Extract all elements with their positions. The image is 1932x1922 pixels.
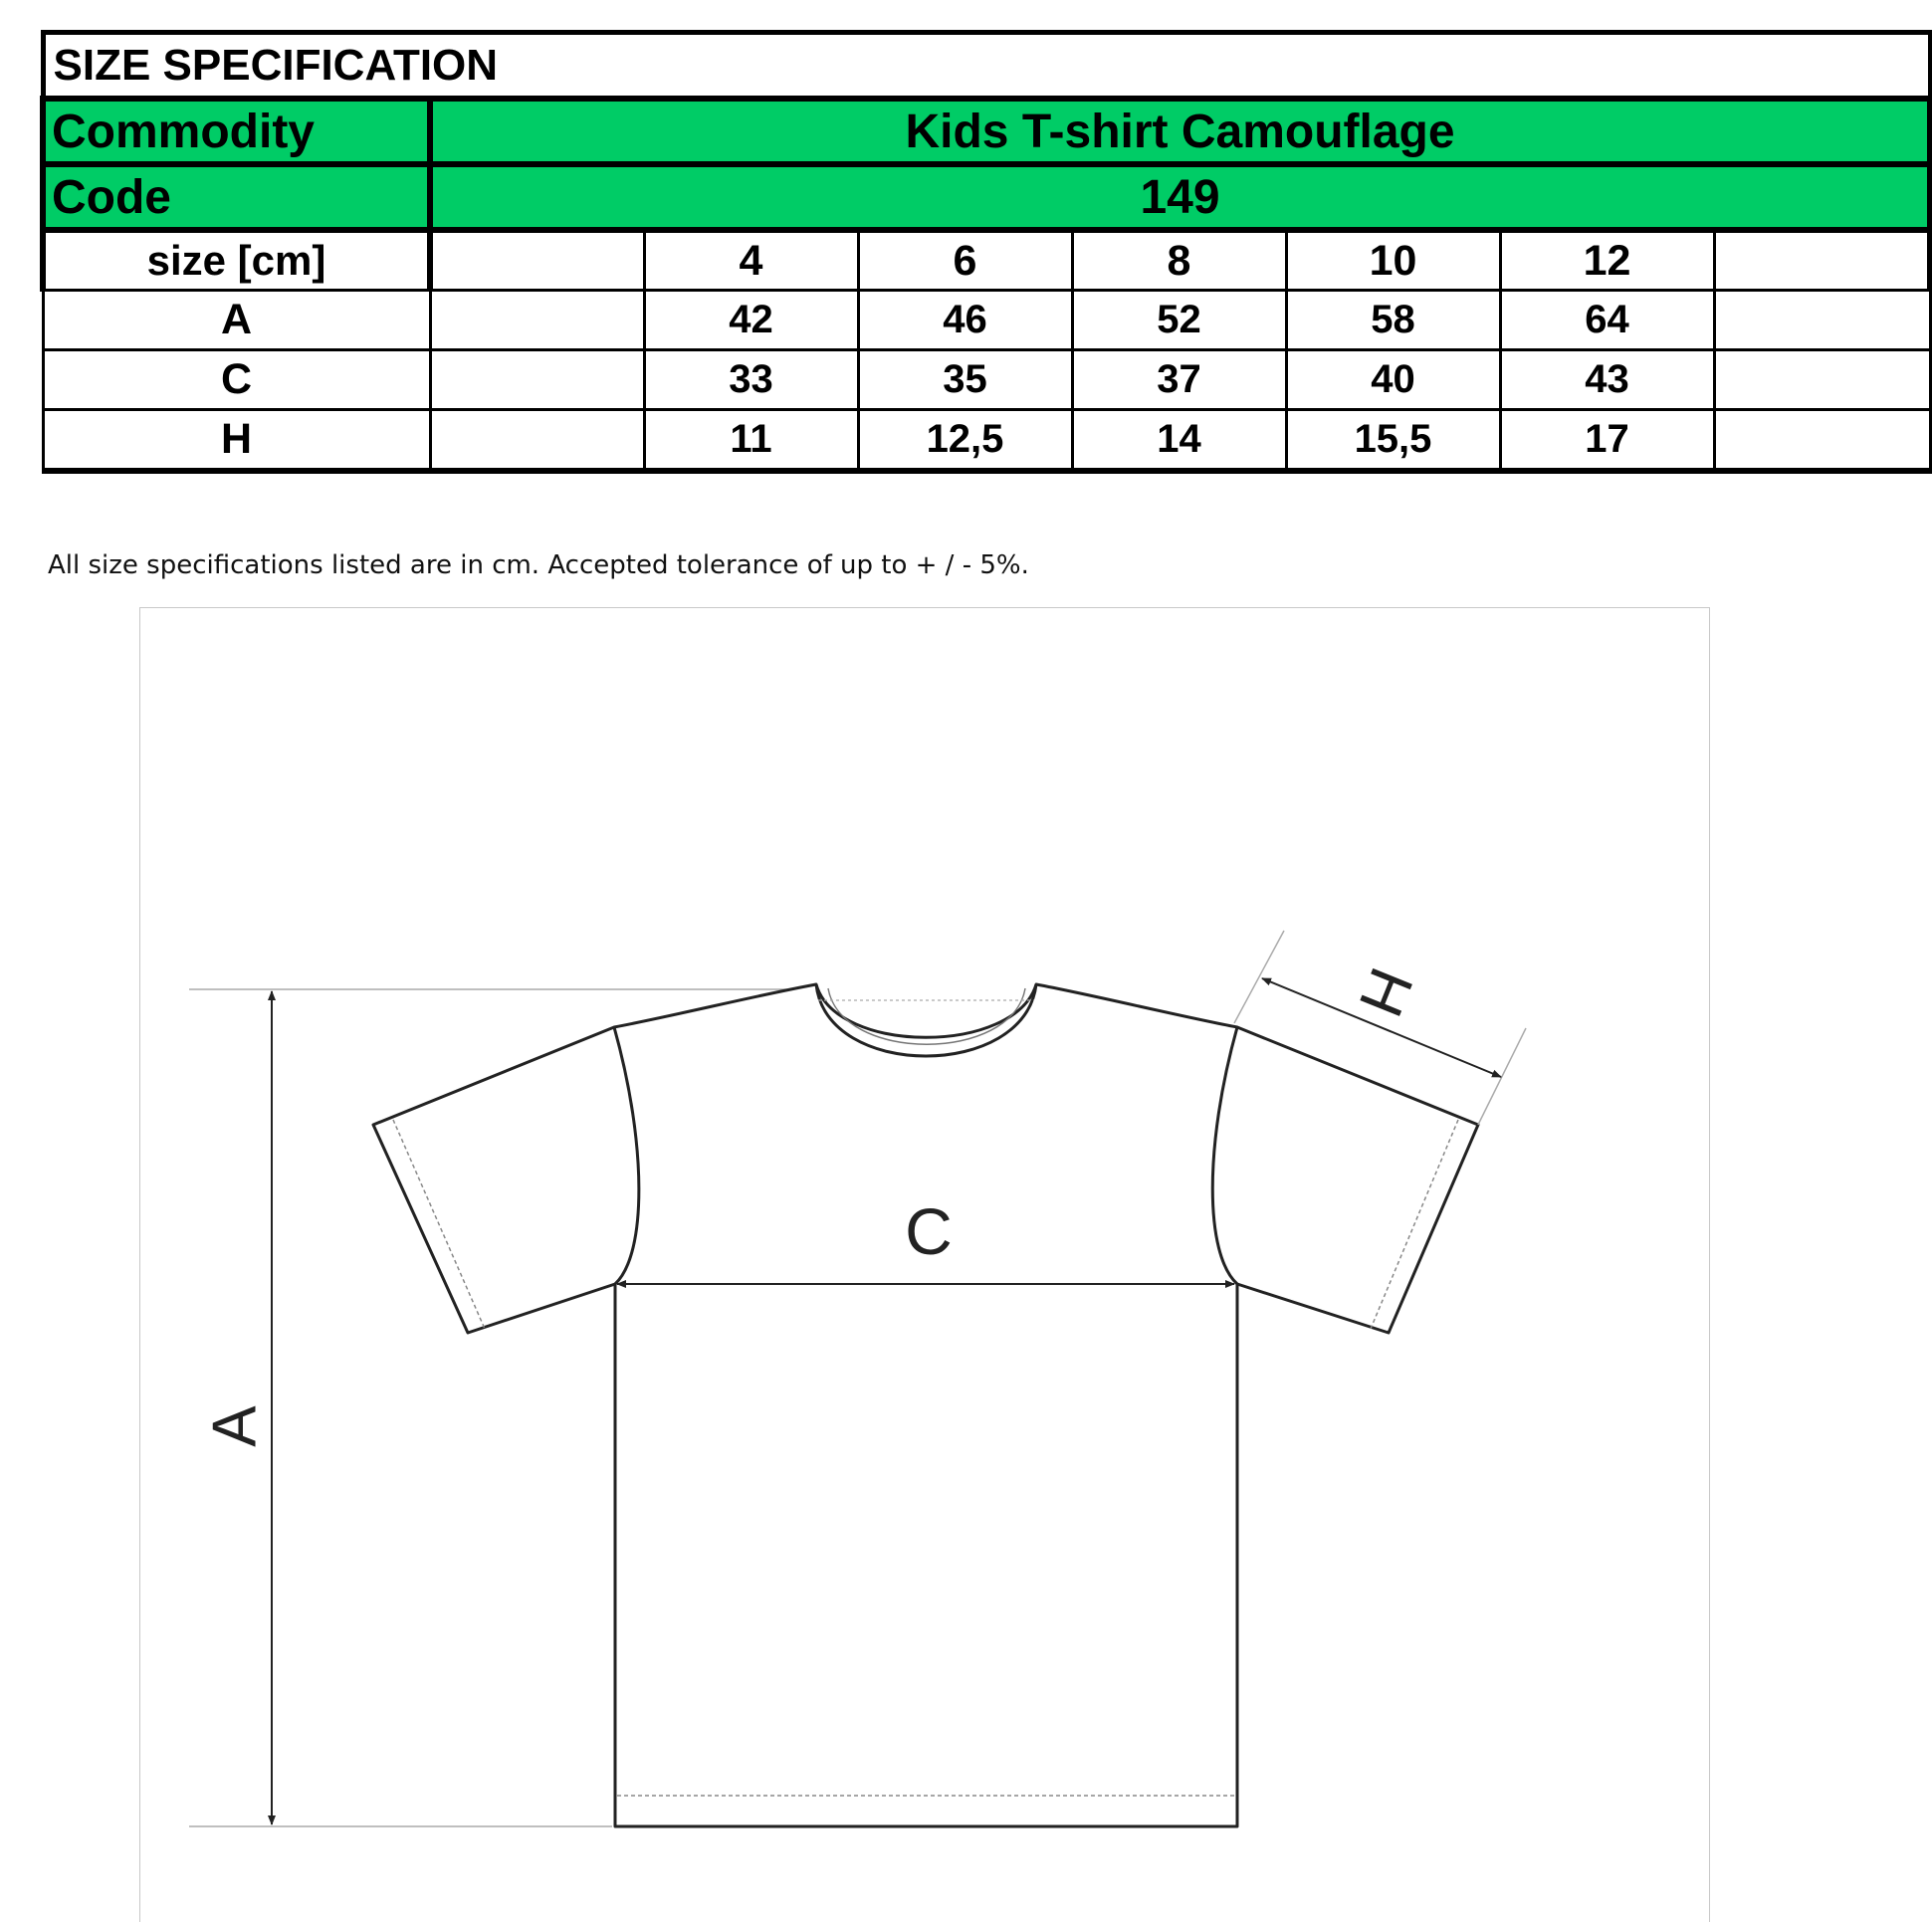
table-title: SIZE SPECIFICATION — [43, 33, 1930, 100]
value-cell: 35 — [858, 350, 1072, 410]
value-cell: 14 — [1072, 410, 1286, 472]
value-cell: 52 — [1072, 291, 1286, 350]
commodity-label: Commodity — [43, 99, 430, 164]
sleeve-guide-top — [1234, 931, 1284, 1023]
value-cell: 17 — [1500, 410, 1714, 472]
value-cell: 64 — [1500, 291, 1714, 350]
tolerance-note: All size specifications listed are in cm. Accepted tolerance of up to + / - 5%. — [48, 550, 1029, 580]
sleeve-guide-bottom — [1478, 1028, 1526, 1125]
label-a: A — [200, 1405, 270, 1447]
value-cell: 12,5 — [858, 410, 1072, 472]
value-cell: 11 — [644, 410, 858, 472]
value-cell: 15,5 — [1286, 410, 1500, 472]
code-value: 149 — [430, 164, 1930, 230]
measurement-label: A — [43, 291, 430, 350]
measurement-label: H — [43, 410, 430, 472]
value-cell: 40 — [1286, 350, 1500, 410]
value-cell: 43 — [1500, 350, 1714, 410]
size-label: size [cm] — [43, 230, 430, 291]
size-cell: 8 — [1072, 230, 1286, 291]
size-cell: 4 — [644, 230, 858, 291]
label-h: H — [1345, 958, 1426, 1026]
measurement-label: C — [43, 350, 430, 410]
commodity-value: Kids T-shirt Camouflage — [430, 99, 1930, 164]
tshirt-body — [373, 984, 1478, 1826]
value-cell: 46 — [858, 291, 1072, 350]
size-cell: 12 — [1500, 230, 1714, 291]
label-c: C — [905, 1194, 953, 1268]
size-cell: 6 — [858, 230, 1072, 291]
value-cell: 42 — [644, 291, 858, 350]
size-cell: 10 — [1286, 230, 1500, 291]
value-cell: 58 — [1286, 291, 1500, 350]
code-label: Code — [43, 164, 430, 230]
value-cell: 37 — [1072, 350, 1286, 410]
value-cell: 33 — [644, 350, 858, 410]
